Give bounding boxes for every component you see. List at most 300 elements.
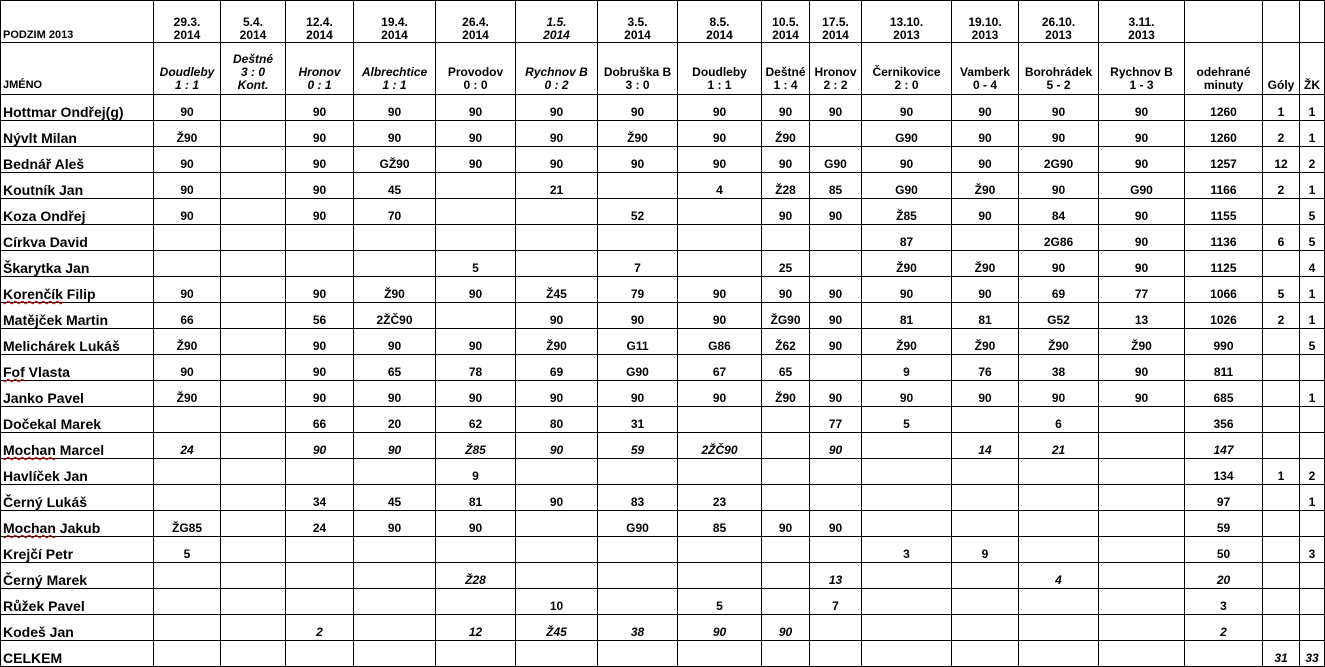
goals-cell: 2 [1263, 121, 1300, 147]
total-empty-cell [862, 641, 952, 667]
match-minutes-cell: Ž90 [154, 381, 221, 407]
match-minutes-cell: 90 [810, 303, 862, 329]
match-minutes-cell: 9 [436, 459, 516, 485]
total-empty-cell [354, 641, 436, 667]
total-minutes-cell: 1260 [1185, 121, 1263, 147]
match-opponent-14: Rychnov B 1 - 3 [1099, 43, 1185, 95]
match-minutes-cell: 90 [1099, 121, 1185, 147]
match-minutes-cell [286, 459, 354, 485]
match-minutes-cell: 67 [678, 355, 762, 381]
match-minutes-cell: 90 [436, 511, 516, 537]
match-minutes-cell: 90 [810, 95, 862, 121]
match-minutes-cell: 24 [286, 511, 354, 537]
total-empty-cell [154, 641, 221, 667]
player-row [1, 95, 1325, 121]
match-date-9: 10.5. 2014 [762, 1, 810, 43]
match-minutes-cell [436, 303, 516, 329]
match-minutes-cell [516, 225, 598, 251]
match-minutes-cell: Ž28 [436, 563, 516, 589]
match-opponent-3: Hronov 0 : 1 [286, 43, 354, 95]
cards-column-header: ŽK [1300, 43, 1325, 95]
match-minutes-cell: G52 [1019, 303, 1099, 329]
match-minutes-cell [354, 251, 436, 277]
cards-cell: 1 [1300, 121, 1325, 147]
total-minutes-cell: 1125 [1185, 251, 1263, 277]
match-minutes-cell [221, 511, 286, 537]
match-minutes-cell: 90 [516, 147, 598, 173]
match-minutes-cell [952, 407, 1019, 433]
match-minutes-cell: Ž90 [154, 329, 221, 355]
match-minutes-cell: 77 [810, 407, 862, 433]
match-date-2: 5.4. 2014 [221, 1, 286, 43]
total-minutes-cell: 1066 [1185, 277, 1263, 303]
match-minutes-cell: 90 [516, 95, 598, 121]
match-minutes-cell: 81 [436, 485, 516, 511]
match-minutes-cell: 90 [154, 277, 221, 303]
match-minutes-cell: 90 [678, 615, 762, 641]
match-minutes-cell [516, 199, 598, 225]
match-minutes-cell [516, 563, 598, 589]
match-opponent-9: Deštné 1 : 4 [762, 43, 810, 95]
match-minutes-cell: Ž90 [862, 329, 952, 355]
match-minutes-cell [952, 459, 1019, 485]
player-row [1, 511, 1325, 537]
cards-cell: 1 [1300, 277, 1325, 303]
goals-cell [1263, 199, 1300, 225]
season-label: PODZIM 2013 [1, 1, 154, 43]
match-minutes-cell: G90 [1099, 173, 1185, 199]
player-name: Kodeš Jan [1, 615, 154, 641]
match-minutes-cell: 90 [952, 199, 1019, 225]
match-minutes-cell [221, 199, 286, 225]
match-minutes-cell [221, 147, 286, 173]
match-minutes-cell [1099, 615, 1185, 641]
player-row [1, 173, 1325, 199]
total-minutes-cell: 20 [1185, 563, 1263, 589]
player-row [1, 251, 1325, 277]
goals-cell [1263, 355, 1300, 381]
goals-cell: 5 [1263, 277, 1300, 303]
cards-cell: 4 [1300, 251, 1325, 277]
match-opponent-4: Albrechtice 1 : 1 [354, 43, 436, 95]
match-minutes-cell: 90 [436, 381, 516, 407]
match-minutes-cell: G90 [862, 121, 952, 147]
match-minutes-cell: Ž90 [516, 329, 598, 355]
player-name: Bednář Aleš [1, 147, 154, 173]
match-minutes-cell [354, 563, 436, 589]
total-row [1, 641, 1325, 667]
player-name: Korenčík Filip [1, 277, 154, 303]
match-minutes-cell [810, 615, 862, 641]
match-minutes-cell: 90 [286, 381, 354, 407]
match-minutes-cell [221, 615, 286, 641]
match-minutes-cell: 3 [862, 537, 952, 563]
player-name: Černý Lukáš [1, 485, 154, 511]
match-minutes-cell: Ž45 [516, 615, 598, 641]
match-minutes-cell: 90 [762, 615, 810, 641]
match-minutes-cell [516, 511, 598, 537]
player-name: Dočekal Marek [1, 407, 154, 433]
match-minutes-cell: 90 [516, 381, 598, 407]
match-minutes-cell [678, 459, 762, 485]
player-name: Melichárek Lukáš [1, 329, 154, 355]
goals-cell [1263, 329, 1300, 355]
match-minutes-cell: 90 [1099, 147, 1185, 173]
total-empty-cell [1185, 641, 1263, 667]
match-minutes-cell: 90 [678, 303, 762, 329]
match-minutes-cell [678, 251, 762, 277]
match-minutes-cell [221, 95, 286, 121]
match-minutes-cell: 13 [1099, 303, 1185, 329]
match-minutes-cell [810, 225, 862, 251]
match-minutes-cell: 90 [1099, 355, 1185, 381]
cards-cell [1300, 589, 1325, 615]
player-name: Matějček Martin [1, 303, 154, 329]
match-minutes-cell: 90 [286, 277, 354, 303]
match-minutes-cell: 85 [810, 173, 862, 199]
player-row [1, 615, 1325, 641]
match-minutes-cell [154, 563, 221, 589]
match-minutes-cell [516, 537, 598, 563]
match-minutes-cell: 90 [1099, 199, 1185, 225]
goals-cell: 12 [1263, 147, 1300, 173]
match-date-1: 29.3. 2014 [154, 1, 221, 43]
match-opponent-13: Borohrádek 5 - 2 [1019, 43, 1099, 95]
player-name: Církva David [1, 225, 154, 251]
cards-cell: 2 [1300, 459, 1325, 485]
player-name: Havlíček Jan [1, 459, 154, 485]
match-minutes-cell [221, 589, 286, 615]
player-row [1, 355, 1325, 381]
match-minutes-cell: 90 [154, 199, 221, 225]
match-date-12: 19.10. 2013 [952, 1, 1019, 43]
match-minutes-cell [154, 225, 221, 251]
match-minutes-cell: 45 [354, 173, 436, 199]
match-minutes-cell [598, 563, 678, 589]
match-minutes-cell: 90 [810, 511, 862, 537]
match-minutes-cell: 85 [678, 511, 762, 537]
match-minutes-cell [354, 459, 436, 485]
match-minutes-cell: Ž90 [354, 277, 436, 303]
player-name: Janko Pavel [1, 381, 154, 407]
cards-cell: 1 [1300, 485, 1325, 511]
match-minutes-cell: 59 [598, 433, 678, 459]
match-minutes-cell: 90 [862, 147, 952, 173]
match-minutes-cell: 56 [286, 303, 354, 329]
match-minutes-cell [762, 537, 810, 563]
player-row [1, 199, 1325, 225]
match-minutes-cell [286, 251, 354, 277]
header-dates-row [1, 1, 1325, 43]
goals-cell: 6 [1263, 225, 1300, 251]
cards-cell: 1 [1300, 303, 1325, 329]
match-minutes-cell [678, 199, 762, 225]
total-empty-cell [286, 641, 354, 667]
match-minutes-cell: 90 [952, 121, 1019, 147]
match-minutes-cell [810, 485, 862, 511]
match-minutes-cell: 87 [862, 225, 952, 251]
cards-cell [1300, 433, 1325, 459]
match-minutes-cell: 90 [1019, 251, 1099, 277]
match-minutes-cell: 21 [1019, 433, 1099, 459]
total-empty-cell [436, 641, 516, 667]
match-minutes-cell: 2 [286, 615, 354, 641]
match-minutes-cell: 66 [154, 303, 221, 329]
cards-cell [1300, 615, 1325, 641]
match-minutes-cell: 90 [810, 277, 862, 303]
match-minutes-cell: 2ŽČ90 [354, 303, 436, 329]
match-minutes-cell [436, 199, 516, 225]
cards-cell: 1 [1300, 381, 1325, 407]
match-minutes-cell [221, 121, 286, 147]
match-minutes-cell: 52 [598, 199, 678, 225]
match-minutes-cell [154, 407, 221, 433]
player-name: Krejčí Petr [1, 537, 154, 563]
match-minutes-cell: Ž90 [154, 121, 221, 147]
match-minutes-cell: 90 [810, 433, 862, 459]
match-minutes-cell [1019, 537, 1099, 563]
player-row [1, 589, 1325, 615]
match-minutes-cell: 90 [354, 121, 436, 147]
match-minutes-cell: G90 [862, 173, 952, 199]
match-minutes-cell [862, 485, 952, 511]
match-minutes-cell [286, 589, 354, 615]
total-minutes-cell: 1166 [1185, 173, 1263, 199]
total-cards: 33 [1300, 641, 1325, 667]
goals-cell: 1 [1263, 459, 1300, 485]
match-minutes-cell: 5 [436, 251, 516, 277]
match-minutes-cell [862, 459, 952, 485]
match-minutes-cell [1099, 589, 1185, 615]
match-minutes-cell: 12 [436, 615, 516, 641]
match-minutes-cell [516, 251, 598, 277]
match-minutes-cell: 90 [154, 173, 221, 199]
match-minutes-cell [221, 173, 286, 199]
match-minutes-cell: 90 [678, 277, 762, 303]
match-minutes-cell [862, 511, 952, 537]
goals-cell [1263, 563, 1300, 589]
match-minutes-cell [1099, 407, 1185, 433]
total-minutes-cell: 811 [1185, 355, 1263, 381]
total-goals: 31 [1263, 641, 1300, 667]
match-minutes-cell [221, 329, 286, 355]
total-empty-cell [1099, 641, 1185, 667]
match-minutes-cell [762, 563, 810, 589]
match-minutes-cell: G90 [598, 511, 678, 537]
total-minutes-cell: 1136 [1185, 225, 1263, 251]
match-minutes-cell [221, 485, 286, 511]
match-minutes-cell: 79 [598, 277, 678, 303]
match-minutes-cell: 9 [862, 355, 952, 381]
player-name: Koutník Jan [1, 173, 154, 199]
match-minutes-cell [221, 563, 286, 589]
match-date-5: 26.4. 2014 [436, 1, 516, 43]
total-minutes-cell: 1026 [1185, 303, 1263, 329]
total-minutes-cell: 97 [1185, 485, 1263, 511]
match-minutes-cell: 9 [952, 537, 1019, 563]
match-minutes-cell: 34 [286, 485, 354, 511]
goals-cell [1263, 511, 1300, 537]
match-minutes-cell [810, 251, 862, 277]
match-minutes-cell: Ž90 [1019, 329, 1099, 355]
minutes-column-header: odehrané minuty [1185, 43, 1263, 95]
match-minutes-cell: 77 [1099, 277, 1185, 303]
player-row [1, 433, 1325, 459]
match-minutes-cell: 20 [354, 407, 436, 433]
match-minutes-cell: 10 [516, 589, 598, 615]
goals-column-header: Góly [1263, 43, 1300, 95]
match-minutes-cell [354, 589, 436, 615]
match-minutes-cell [154, 485, 221, 511]
match-minutes-cell [436, 173, 516, 199]
match-minutes-cell: 2G90 [1019, 147, 1099, 173]
match-minutes-cell: 80 [516, 407, 598, 433]
match-minutes-cell: 90 [598, 303, 678, 329]
player-row [1, 407, 1325, 433]
match-minutes-cell [221, 381, 286, 407]
goals-cell [1263, 589, 1300, 615]
match-minutes-cell [678, 407, 762, 433]
match-minutes-cell: Ž90 [862, 251, 952, 277]
match-minutes-cell [952, 589, 1019, 615]
match-minutes-cell: Ž90 [762, 121, 810, 147]
match-minutes-cell [598, 225, 678, 251]
total-minutes-cell: 1155 [1185, 199, 1263, 225]
match-minutes-cell [862, 563, 952, 589]
match-minutes-cell: 90 [762, 95, 810, 121]
match-minutes-cell: GŽ90 [354, 147, 436, 173]
match-minutes-cell: 5 [154, 537, 221, 563]
match-minutes-cell: 2ŽČ90 [678, 433, 762, 459]
match-minutes-cell [286, 563, 354, 589]
total-minutes-cell: 3 [1185, 589, 1263, 615]
match-minutes-cell: 38 [598, 615, 678, 641]
player-name: Nývlt Milan [1, 121, 154, 147]
player-name: Fof Vlasta [1, 355, 154, 381]
match-minutes-cell: 90 [436, 329, 516, 355]
match-minutes-cell: 90 [1099, 225, 1185, 251]
match-minutes-cell: 90 [516, 121, 598, 147]
match-minutes-cell: 90 [678, 147, 762, 173]
match-minutes-cell [598, 459, 678, 485]
match-minutes-cell [1099, 485, 1185, 511]
match-date-7: 3.5. 2014 [598, 1, 678, 43]
cards-cell: 1 [1300, 173, 1325, 199]
match-minutes-cell: G90 [598, 355, 678, 381]
match-opponent-6: Rychnov B 0 : 2 [516, 43, 598, 95]
match-opponent-12: Vamberk 0 - 4 [952, 43, 1019, 95]
match-minutes-cell: 90 [286, 355, 354, 381]
match-minutes-cell [598, 589, 678, 615]
match-minutes-cell: 90 [1099, 95, 1185, 121]
total-minutes-cell: 2 [1185, 615, 1263, 641]
match-minutes-cell [436, 537, 516, 563]
match-opponent-11: Černikovice 2 : 0 [862, 43, 952, 95]
match-minutes-cell [286, 225, 354, 251]
match-opponent-5: Provodov 0 : 0 [436, 43, 516, 95]
player-row [1, 563, 1325, 589]
match-minutes-cell: 69 [1019, 277, 1099, 303]
match-minutes-cell [762, 459, 810, 485]
total-minutes-cell: 356 [1185, 407, 1263, 433]
match-minutes-cell: 90 [1019, 173, 1099, 199]
goals-cell [1263, 433, 1300, 459]
match-minutes-cell: 65 [354, 355, 436, 381]
cards-cell [1300, 511, 1325, 537]
match-minutes-cell: 7 [810, 589, 862, 615]
cards-cell [1300, 563, 1325, 589]
match-minutes-cell: 90 [1019, 381, 1099, 407]
match-minutes-cell [762, 225, 810, 251]
player-name: Hottmar Ondřej(g) [1, 95, 154, 121]
match-minutes-cell [1019, 459, 1099, 485]
total-minutes-cell: 1260 [1185, 95, 1263, 121]
cards-cell [1300, 355, 1325, 381]
match-minutes-cell [221, 459, 286, 485]
total-empty-cell [810, 641, 862, 667]
total-empty-cell [516, 641, 598, 667]
match-minutes-cell: 90 [516, 433, 598, 459]
match-minutes-cell [221, 251, 286, 277]
match-minutes-cell: 90 [354, 381, 436, 407]
match-minutes-cell: 90 [762, 199, 810, 225]
match-minutes-cell: 65 [762, 355, 810, 381]
match-minutes-cell: 4 [1019, 563, 1099, 589]
match-minutes-cell [952, 485, 1019, 511]
match-minutes-cell [436, 225, 516, 251]
match-minutes-cell: 6 [1019, 407, 1099, 433]
goals-cell: 2 [1263, 173, 1300, 199]
match-minutes-cell [1019, 615, 1099, 641]
match-minutes-cell: Ž85 [862, 199, 952, 225]
match-minutes-cell: Ž90 [598, 121, 678, 147]
match-minutes-cell: 90 [862, 277, 952, 303]
goals-cell: 1 [1263, 95, 1300, 121]
match-minutes-cell: 38 [1019, 355, 1099, 381]
match-minutes-cell: 70 [354, 199, 436, 225]
player-name: Mochan Marcel [1, 433, 154, 459]
match-minutes-cell [154, 251, 221, 277]
cards-cell: 3 [1300, 537, 1325, 563]
match-minutes-cell [810, 459, 862, 485]
match-minutes-cell: 24 [154, 433, 221, 459]
match-minutes-cell [678, 563, 762, 589]
cards-cell [1300, 407, 1325, 433]
match-minutes-cell: 90 [354, 95, 436, 121]
match-minutes-cell [154, 459, 221, 485]
cards-cell: 5 [1300, 225, 1325, 251]
match-date-6: 1.5. 2014 [516, 1, 598, 43]
match-minutes-cell: 66 [286, 407, 354, 433]
match-minutes-cell: 90 [762, 277, 810, 303]
player-row [1, 537, 1325, 563]
match-minutes-cell [862, 433, 952, 459]
match-minutes-cell [952, 615, 1019, 641]
player-row [1, 303, 1325, 329]
match-minutes-cell [154, 589, 221, 615]
match-minutes-cell [221, 537, 286, 563]
total-minutes-cell: 134 [1185, 459, 1263, 485]
match-minutes-cell: 90 [952, 95, 1019, 121]
match-minutes-cell [286, 537, 354, 563]
goals-cell [1263, 615, 1300, 641]
player-row [1, 277, 1325, 303]
player-row [1, 147, 1325, 173]
blank-header [1300, 1, 1325, 43]
match-minutes-cell: Ž90 [952, 329, 1019, 355]
goals-cell [1263, 251, 1300, 277]
total-minutes-cell: 685 [1185, 381, 1263, 407]
